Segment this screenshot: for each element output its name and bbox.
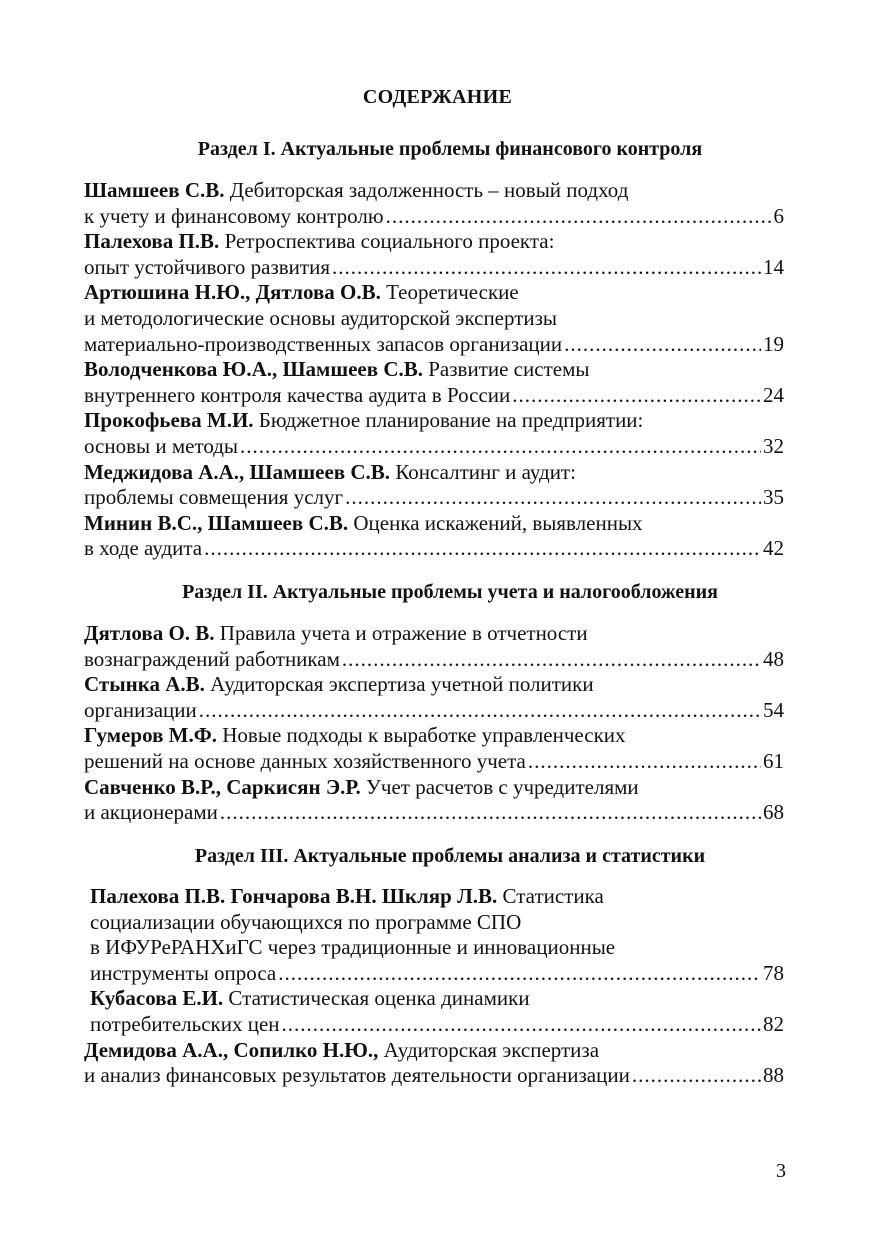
page-number: 3: [776, 1160, 786, 1182]
toc-entry-title-line: Оценка искажений, выявленных: [353, 510, 643, 535]
section-heading: Раздел III. Актуальные проблемы анализа и статистики: [194, 845, 706, 867]
dot-leader: [528, 749, 761, 775]
toc-entry-title-line: Учет расчетов с учредителями: [366, 774, 639, 799]
dot-leader: [240, 434, 761, 460]
toc-entry: [84, 775, 784, 826]
toc-page-ref: 32: [763, 433, 784, 458]
dot-leader: [278, 961, 761, 987]
toc-entry-line: [90, 884, 784, 910]
toc-entry: [84, 621, 784, 672]
toc-entry-title-line: организации: [84, 697, 197, 722]
toc-entry: [84, 280, 784, 357]
toc-entry-title-line: в ходе аудита: [84, 536, 203, 561]
section-entries: [84, 621, 784, 826]
toc-entry: [84, 1038, 784, 1089]
dot-leader: [345, 485, 761, 511]
toc-entry-authors: Шамшеев С.В.: [84, 178, 225, 202]
section-heading: Раздел I. Актуальные проблемы финансового контроля: [197, 138, 703, 160]
toc-page-ref: 82: [763, 1011, 784, 1036]
toc-entry-last-line: [84, 434, 784, 460]
toc-page-ref: 42: [763, 536, 784, 561]
toc-entry-authors: Артюшина Н.Ю., Дятлова О.В.: [84, 280, 381, 305]
toc-entry-title-line: решений на основе данных хозяйственного учета: [84, 748, 526, 773]
dot-leader: [632, 1063, 761, 1089]
toc-entry: [84, 229, 784, 280]
toc-entry-line: [84, 460, 784, 486]
toc-entry: [84, 178, 784, 229]
toc-entry-title-line: Дебиторская задолженность – новый подход: [229, 178, 629, 202]
toc-entry: [84, 408, 784, 459]
toc-entry: [84, 672, 784, 723]
toc-page-ref: 68: [763, 800, 784, 825]
toc-entry-title-line: Правила учета и отражение в отчетности: [219, 621, 588, 645]
toc-entry-title-line: Статистическая оценка динамики: [228, 986, 530, 1011]
toc-entry-line: [84, 775, 784, 801]
toc-entry-line: [84, 511, 784, 537]
toc-entry-last-line: [90, 1012, 784, 1038]
toc-entry-line: [90, 935, 784, 961]
toc-page-ref: 24: [763, 382, 784, 407]
dot-leader: [332, 255, 761, 281]
toc-entry-title-line: Новые подходы к выработке управленческих: [222, 723, 626, 748]
toc-entry-title-line: Статистика: [502, 884, 604, 908]
toc-entry-title-line: Бюджетное планирование на предприятии:: [258, 408, 644, 433]
toc-entry-title-line: Аудиторская экспертиза учетной политики: [210, 672, 594, 697]
toc-entry-last-line: [84, 332, 784, 358]
toc-entry-authors: Палехова П.В. Гончарова В.Н. Шкляр Л.В.: [90, 884, 498, 908]
toc-entry-authors: Гумеров М.Ф.: [84, 723, 218, 748]
toc-entry-line: [84, 672, 784, 698]
toc-entry-line: [90, 986, 784, 1012]
toc-entry-last-line: [84, 749, 784, 775]
toc-page-ref: 6: [773, 203, 784, 228]
toc-entry: [84, 723, 784, 774]
toc-entry-title-line: инструменты опроса: [90, 960, 277, 985]
toc-entry: [84, 884, 784, 986]
toc-entry-title-line: в ИФУРеРАНХиГС через традиционные и инновационные: [90, 935, 616, 960]
toc-entry-title-line: и анализ финансовых результатов деятельности организации: [84, 1063, 630, 1088]
toc-entry-last-line: [84, 698, 784, 724]
toc-entry-authors: Володченкова Ю.А., Шамшеев С.В.: [84, 357, 423, 382]
toc-entry-authors: Стынка А.В.: [84, 672, 205, 697]
toc-entry-title-line: потребительских цен: [90, 1011, 280, 1036]
toc-entry-authors: Палехова П.В.: [84, 229, 220, 254]
toc-entry-title-line: Развитие системы: [428, 357, 590, 382]
toc-entry-title-line: и акционерами: [84, 800, 218, 825]
toc-page-ref: 14: [763, 254, 784, 279]
toc-page-ref: 78: [763, 960, 784, 985]
toc-page-ref: 61: [763, 748, 784, 773]
toc-entry-line: [84, 1038, 784, 1064]
toc-entry-title-line: основы и методы: [84, 433, 239, 458]
toc-entry-line: [84, 621, 784, 647]
toc-entry-authors: Меджидова А.А., Шамшеев С.В.: [84, 459, 391, 484]
dot-leader: [204, 536, 761, 562]
toc-entry-line: [84, 178, 784, 204]
toc-entry: [84, 460, 784, 511]
toc-entry-title-line: Аудиторская экспертиза: [383, 1037, 600, 1062]
toc-page-ref: 19: [763, 331, 784, 356]
toc-entry-authors: Прокофьева М.И.: [84, 408, 254, 433]
toc-entry-last-line: [84, 383, 784, 409]
toc-page-ref: 48: [763, 646, 784, 671]
section-entries: [84, 884, 784, 1089]
toc-page-ref: 35: [763, 485, 784, 510]
toc-entry-authors: Савченко В.Р., Саркисян Э.Р.: [84, 774, 361, 799]
toc-entry-last-line: [90, 961, 784, 987]
toc-entry-authors: Дятлова О. В.: [84, 621, 215, 645]
dot-leader: [220, 800, 761, 826]
toc-entry-title-line: проблемы совмещения услуг: [84, 485, 344, 510]
toc-entry-title-line: социализации обучающихся по программе СПО: [90, 909, 522, 934]
dot-leader: [199, 698, 761, 724]
page-title: СОДЕРЖАНИЕ: [362, 86, 513, 108]
toc-entry-line: [84, 280, 784, 306]
toc-entry: [84, 986, 784, 1037]
section-heading: Раздел II. Актуальные проблемы учета и налогообложения: [182, 581, 718, 603]
toc-entry-last-line: [84, 255, 784, 281]
toc-entry-title-line: внутреннего контроля качества аудита в России: [84, 382, 511, 407]
toc-entry-title-line: Консалтинг и аудит:: [395, 459, 576, 484]
toc-entry-authors: Демидова А.А., Сопилко Н.Ю.,: [84, 1037, 379, 1062]
toc-entry-last-line: [84, 204, 784, 230]
toc-entry-last-line: [84, 536, 784, 562]
toc-entry-title-line: опыт устойчивого развития: [84, 254, 330, 279]
toc-entry-authors: Минин В.С., Шамшеев С.В.: [84, 510, 349, 535]
dot-leader: [512, 383, 761, 409]
toc-entry-title-line: Ретроспектива социального проекта:: [224, 229, 555, 254]
toc-entry: [84, 357, 784, 408]
toc-entry-line: [84, 723, 784, 749]
toc-entry-line: [84, 229, 784, 255]
toc-entry: [84, 511, 784, 562]
toc-entry-last-line: [84, 800, 784, 826]
dot-leader: [342, 647, 761, 673]
toc-entry-title-line: Теоретические: [386, 280, 519, 305]
toc-entry-line: [84, 306, 784, 332]
section-entries: [84, 178, 784, 562]
toc-entry-last-line: [84, 647, 784, 673]
toc-entry-authors: Кубасова Е.И.: [90, 986, 224, 1011]
toc-entry-line: [84, 408, 784, 434]
toc-entry-title-line: материально-производственных запасов организации: [84, 331, 563, 356]
toc-entry-title-line: вознаграждений работникам: [84, 646, 340, 671]
toc-entry-last-line: [84, 485, 784, 511]
toc-page-ref: 54: [763, 697, 784, 722]
toc-page-ref: 88: [763, 1063, 784, 1088]
dot-leader: [386, 204, 772, 230]
toc-entry-title-line: и методологические основы аудиторской экспертизы: [84, 305, 558, 330]
dot-leader: [564, 332, 761, 358]
toc-entry-line: [90, 910, 784, 936]
toc-entry-line: [84, 357, 784, 383]
dot-leader: [282, 1012, 761, 1038]
toc-entry-title-line: к учету и финансовому контролю: [84, 203, 384, 228]
toc-entry-last-line: [84, 1063, 784, 1089]
